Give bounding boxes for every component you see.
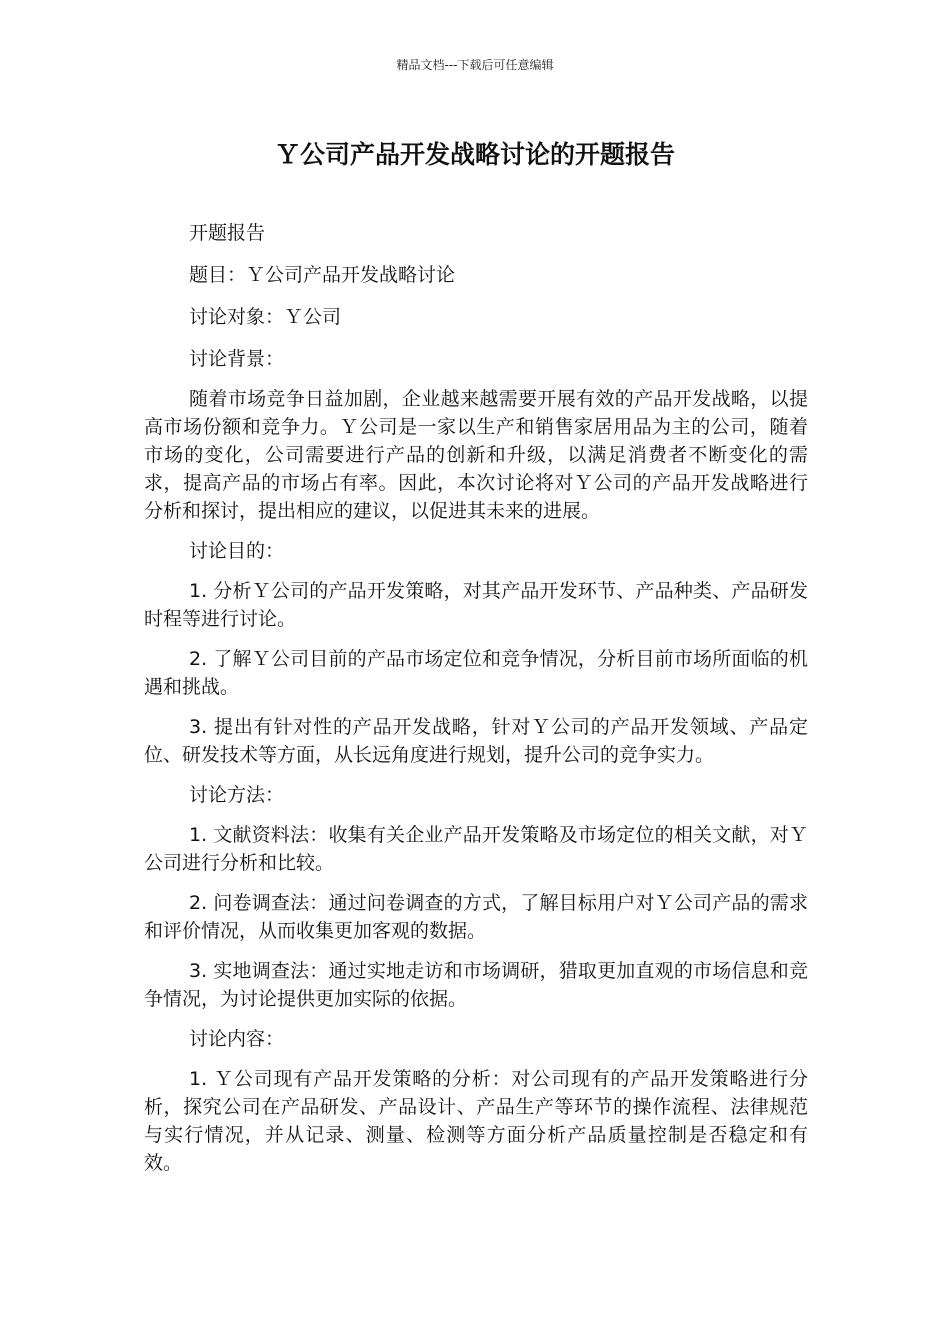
list-item-content-1: 1. Ｙ公司现有产品开发策略的分析：对公司现有的产品开发策略进行分析，探究公司在产品研发、产品设计、产品生产等环节的操作流程、法律规范与实行情况，并从记录、测量、检测等方面分析产品质量控制是否稳定和有效。 [144, 1068, 808, 1174]
list-item-purpose-3: 3. 提出有针对性的产品开发战略，针对Ｙ公司的产品开发领域、产品定位、研发技术等方面，从长远角度进行规划，提升公司的竞争实力。 [144, 716, 808, 766]
paragraph-subject: 讨论对象：Ｙ公司 [189, 306, 342, 328]
header-note: 精品文档---下载后可任意编辑 [396, 58, 554, 72]
heading-content: 讨论内容： [189, 1028, 285, 1050]
list-item-method-2: 2. 问卷调查法：通过问卷调查的方式，了解目标用户对Ｙ公司产品的需求和评价情况，从而收集更加客观的数据。 [144, 892, 808, 942]
paragraph-background: 随着市场竞争日益加剧，企业越来越需要开展有效的产品开发战略，以提高市场份额和竞争力。Ｙ公司是一家以生产和销售家居用品为主的公司，随着市场的变化，公司需要进行产品的创新和升级，以满足消费者不断变化的需求，提高产品的市场占有率。因此，本次讨论将对Ｙ公司的产品开发战略进行分析和探讨，提出相应的建议，以促进其未来的进展。 [144, 388, 808, 522]
heading-methods: 讨论方法： [189, 784, 285, 806]
paragraph-report-label: 开题报告 [189, 222, 266, 244]
document-body [144, 219, 808, 1189]
document-title: Ｙ公司产品开发战略讨论的开题报告 [274, 140, 675, 169]
list-item-method-3: 3. 实地调查法：通过实地走访和市场调研，猎取更加直观的市场信息和竞争情况，为讨论提供更加实际的依据。 [144, 960, 808, 1010]
heading-background: 讨论背景： [189, 348, 285, 370]
list-item-purpose-2: 2. 了解Ｙ公司目前的产品市场定位和竞争情况，分析目前市场所面临的机遇和挑战。 [144, 648, 808, 698]
paragraph-topic: 题目：Ｙ公司产品开发战略讨论 [189, 264, 456, 286]
list-item-method-1: 1. 文献资料法：收集有关企业产品开发策略及市场定位的相关文献，对Ｙ公司进行分析和比较。 [144, 824, 808, 874]
heading-purpose: 讨论目的： [189, 540, 285, 562]
list-item-purpose-1: 1. 分析Ｙ公司的产品开发策略，对其产品开发环节、产品种类、产品研发时程等进行讨论。 [144, 580, 808, 630]
